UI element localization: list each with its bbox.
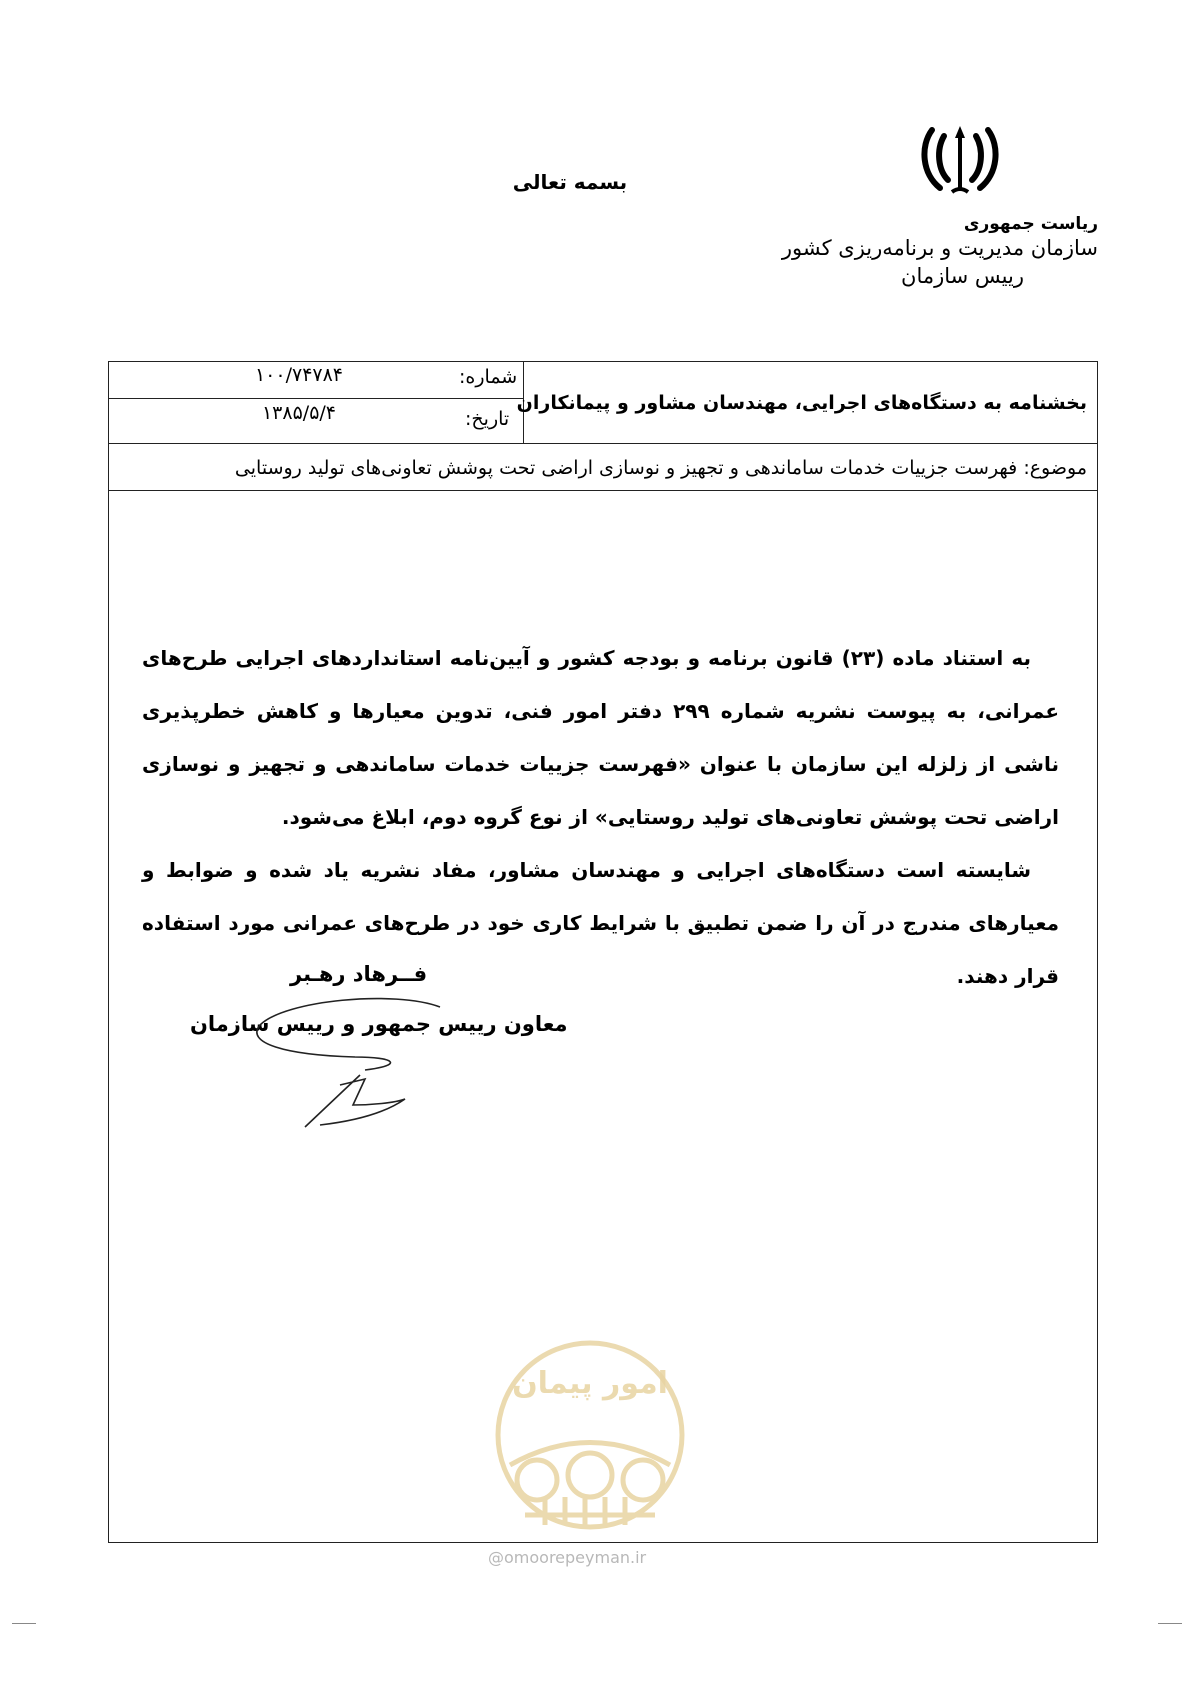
omoor-peyman-watermark <box>485 1325 695 1545</box>
org-line-presidency: ریاست جمهوری <box>963 214 1098 234</box>
signer-name: فــرهاد رهـبر <box>290 962 428 986</box>
subject-line <box>235 457 1087 479</box>
signer-title: معاون رییس جمهور و رییس سازمان <box>190 1012 568 1036</box>
svg-text:امور پیمان: امور پیمان <box>512 1366 668 1401</box>
letter-body <box>142 632 1059 1003</box>
date-label: تاریخ: <box>465 408 510 430</box>
subject-label: موضوع: <box>1023 457 1087 479</box>
body-p1-end: » از نوع گروه دوم، ابلاغ می‌شود. <box>281 805 608 829</box>
header-divider-mid <box>109 398 523 399</box>
basmala-heading: بسمه تعالی <box>512 170 628 194</box>
subject-text: فهرست جزییات خدمات ساماندهی و تجهیز و نوسازی اراضی تحت پوشش تعاونی‌های تولید روستایی <box>234 457 1018 479</box>
body-p1-intro: به استناد ماده (۲۳) قانون برنامه و بودجه کشور و آیین‌نامه استانداردهای اجرایی طرح‌های عمرانی، به پیوست نشریه شماره ۲۹۹ دفتر امور فنی، تدوین معیارها و کاهش خطرپذیری ناشی از زلزله این سازمان با عنوان « <box>142 646 1060 776</box>
body-paragraph-1 <box>142 632 1059 844</box>
header-divider <box>109 443 1097 444</box>
handwritten-signature <box>245 995 445 1135</box>
number-label: شماره: <box>459 366 518 388</box>
publication-title: فهرست جزییات خدمات ساماندهی و تجهیز و نوسازی اراضی تحت پوشش تعاونی‌های تولید روستایی <box>142 752 1059 829</box>
organization-block <box>782 214 1098 288</box>
number-value: ۱۰۰/۷۴۷۸۴ <box>254 364 344 386</box>
org-line-organization: سازمان مدیریت و برنامه‌ریزی کشور <box>781 236 1098 260</box>
date-value: ۱۳۸۵/۵/۴ <box>261 402 337 424</box>
right-margin-mark <box>1158 1623 1182 1624</box>
source-website: @omoorepeyman.ir <box>488 1548 647 1567</box>
body-paragraph-2: شایسته است دستگاه‌های اجرایی و مهندسان مشاور، مفاد نشریه یاد شده و ضوابط و معیارهای مندرج در آن را ضمن تطبیق با شرایط کاری خود در طرح‌های عمرانی مورد استفاده قرار دهند. <box>142 858 1059 988</box>
recipients: بخشنامه به دستگاه‌های اجرایی، مهندسان مشاور و پیمانکاران <box>516 392 1087 414</box>
org-line-head: رییس سازمان <box>901 264 1024 288</box>
left-margin-mark <box>12 1623 36 1624</box>
subject-divider <box>109 490 1097 491</box>
iran-emblem-icon <box>918 118 1002 200</box>
